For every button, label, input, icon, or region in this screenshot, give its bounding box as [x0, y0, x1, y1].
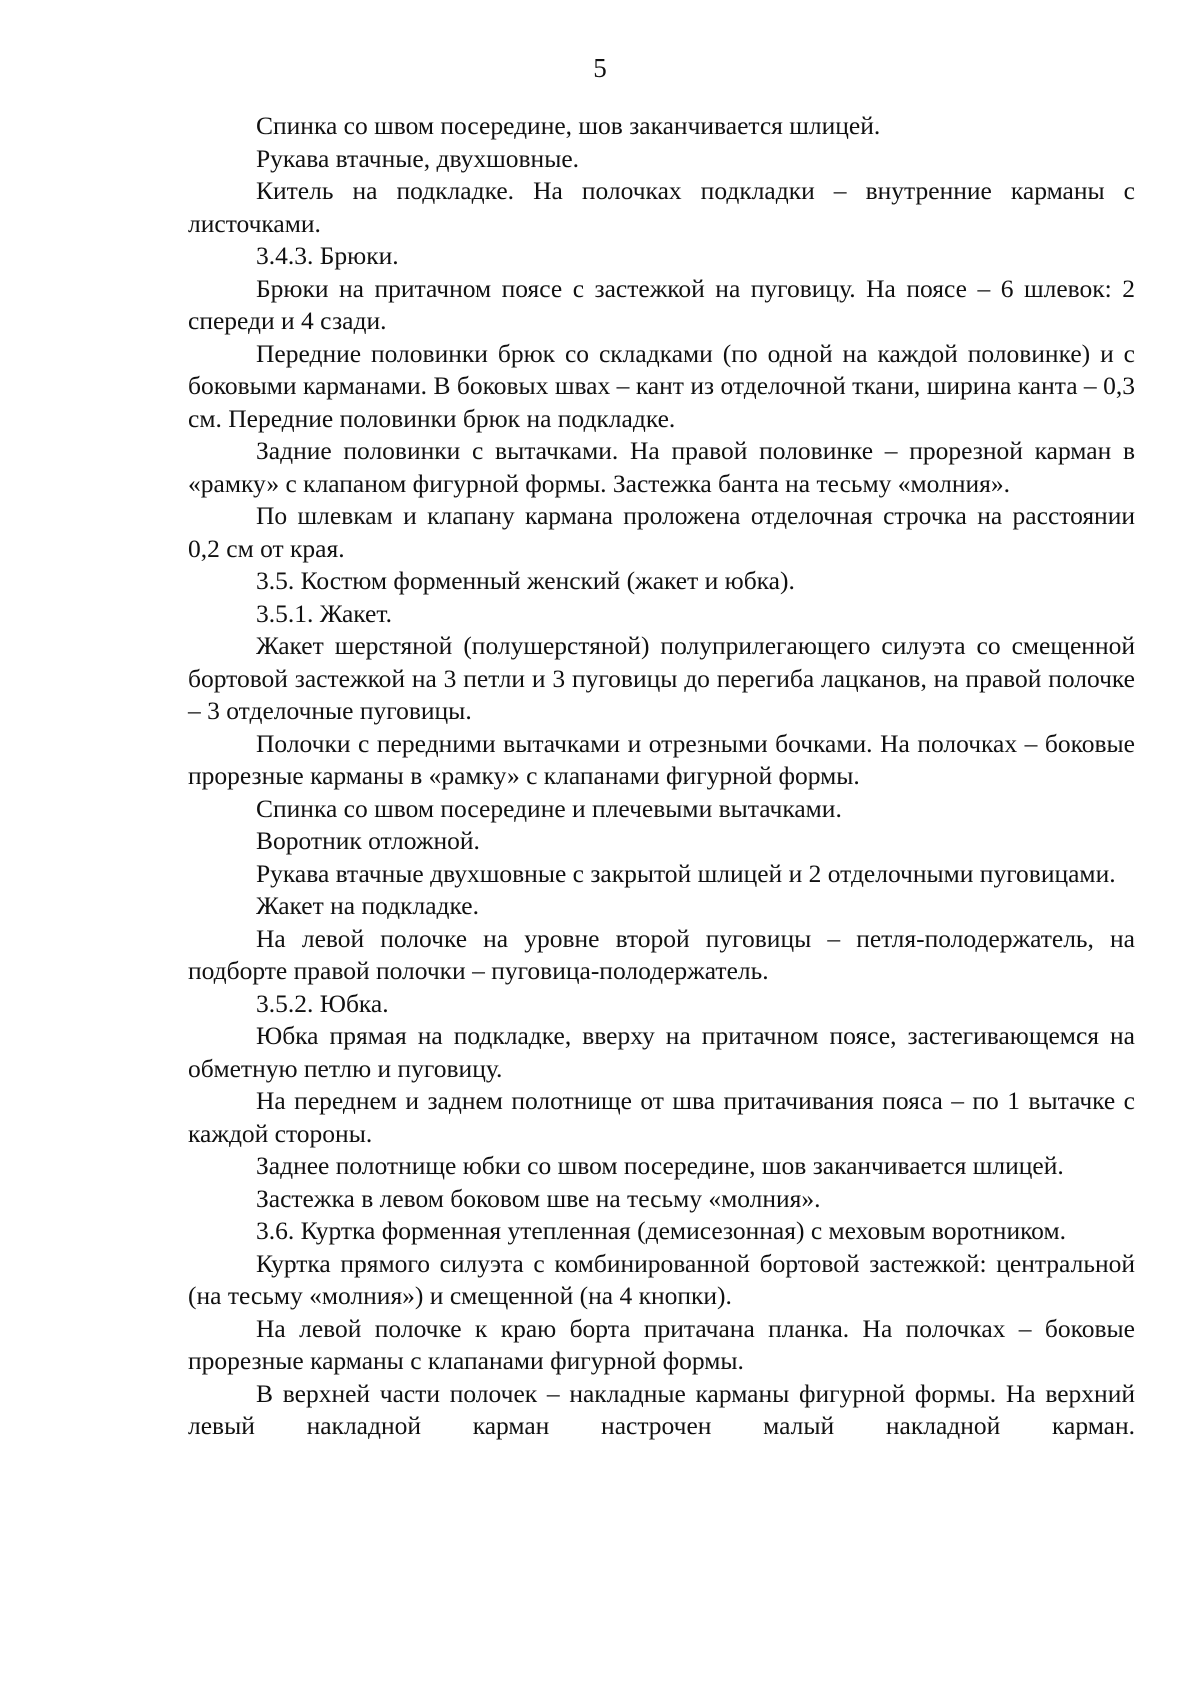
paragraph: Застежка в левом боковом шве на тесьму «молния». — [256, 1183, 821, 1213]
paragraph: Спинка со швом посередине, шов заканчивается шлицей. — [256, 111, 881, 140]
section-heading: 3.4.3. Брюки. — [256, 241, 399, 270]
section-heading: 3.6. Куртка форменная утепленная (демисезонная) с меховым воротником. — [256, 1216, 1066, 1245]
paragraph: Полочки с передними вытачками и отрезными бочками. На полочках – боковые прорезные карманы в «рамку» с клапанами фигурной формы. — [188, 728, 1135, 790]
paragraph: Брюки на притачном поясе с застежкой на пуговицу. На поясе – 6 шлевок: 2 спереди и 4 сзади. — [188, 273, 1135, 335]
paragraph: Жакет шерстяной (полушерстяной) полуприлегающего силуэта со смещенной бортовой застежкой на 3 петли и 3 пуговицы до перегиба лацканов, на правой полочке – 3 отделочные пуговицы. — [188, 631, 1135, 725]
paragraph: Китель на подкладке. На полочках подкладки – внутренние карманы с листочками. — [188, 176, 1135, 238]
paragraph: Жакет на подкладке. — [256, 891, 479, 920]
section-heading: 3.5.1. Жакет. — [256, 598, 392, 628]
paragraph: На левой полочке на уровне второй пуговицы – петля-полодержатель, на подборте правой полочки – пуговица-полодержатель. — [188, 923, 1135, 985]
paragraph: Спинка со швом посередине и плечевыми вытачками. — [256, 793, 842, 823]
paragraph: Заднее полотнище юбки со швом посередине, шов заканчивается шлицей. — [256, 1151, 1064, 1180]
paragraph: Передние половинки брюк со складками (по одной на каждой половинке) и с боковыми карманами. В боковых швах – кант из отделочной ткани, ширина канта – 0,3 см. Передние половинки брюк на подкладке. — [188, 338, 1135, 433]
document-body — [188, 110, 1135, 1443]
paragraph: Воротник отложной. — [256, 826, 480, 855]
paragraph: На переднем и заднем полотнище от шва притачивания пояса – по 1 вытачке с каждой стороны. — [188, 1086, 1135, 1148]
paragraph: На левой полочке к краю борта притачана планка. На полочках – боковые прорезные карманы с клапанами фигурной формы. — [188, 1313, 1135, 1375]
paragraph: Куртка прямого силуэта с комбинированной бортовой застежкой: центральной (на тесьму «молния») и смещенной (на 4 кнопки). — [188, 1248, 1135, 1310]
section-heading: 3.5.2. Юбка. — [256, 988, 389, 1018]
paragraph: Юбка прямая на подкладке, вверху на притачном поясе, застегивающемся на обметную петлю и пуговицу. — [188, 1021, 1135, 1083]
section-heading: 3.5. Костюм форменный женский (жакет и юбка). — [256, 566, 795, 595]
paragraph: Задние половинки с вытачками. На правой половинке – прорезной карман в «рамку» с клапаном фигурной формы. Застежка банта на тесьму «молния». — [188, 436, 1135, 498]
paragraph: В верхней части полочек – накладные карманы фигурной формы. На верхний левый накладной карман настрочен малый накладной карман. — [188, 1378, 1135, 1440]
page-number: 5 — [593, 53, 607, 83]
paragraph: По шлевкам и клапану кармана проложена отделочная строчка на расстоянии 0,2 см от края. — [188, 501, 1135, 563]
paragraph: Рукава втачные двухшовные с закрытой шлицей и 2 отделочными пуговицами. — [256, 858, 1116, 888]
paragraph: Рукава втачные, двухшовные. — [256, 143, 580, 173]
